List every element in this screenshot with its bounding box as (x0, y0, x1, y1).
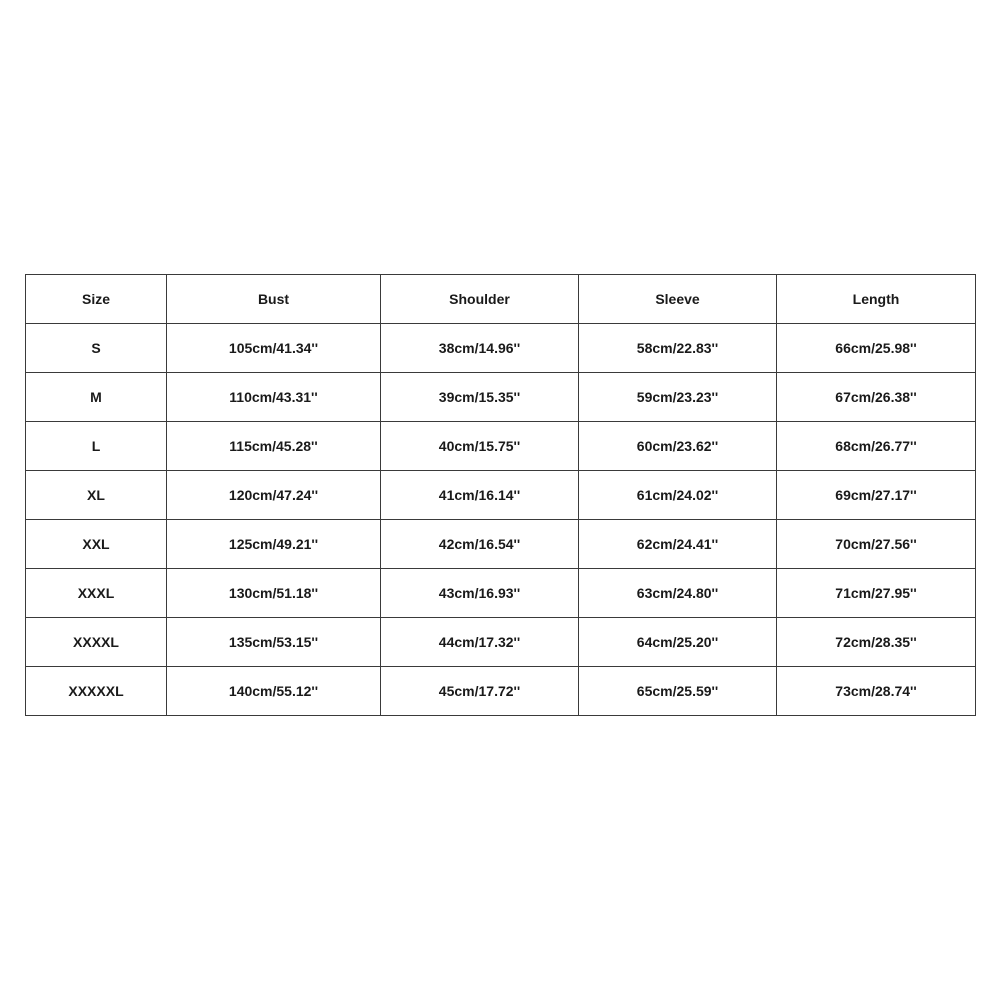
cell-size: XXXXXL (26, 667, 167, 716)
cell-sleeve: 60cm/23.62'' (579, 422, 777, 471)
cell-shoulder: 38cm/14.96'' (381, 324, 579, 373)
cell-shoulder: 43cm/16.93'' (381, 569, 579, 618)
cell-bust: 135cm/53.15'' (167, 618, 381, 667)
cell-sleeve: 59cm/23.23'' (579, 373, 777, 422)
cell-shoulder: 45cm/17.72'' (381, 667, 579, 716)
table-row (26, 569, 976, 618)
cell-length: 69cm/27.17'' (777, 471, 976, 520)
table-row (26, 324, 976, 373)
cell-length: 70cm/27.56'' (777, 520, 976, 569)
cell-sleeve: 61cm/24.02'' (579, 471, 777, 520)
cell-length: 73cm/28.74'' (777, 667, 976, 716)
header-length: Length (777, 275, 976, 324)
cell-length: 67cm/26.38'' (777, 373, 976, 422)
cell-bust: 125cm/49.21'' (167, 520, 381, 569)
cell-sleeve: 62cm/24.41'' (579, 520, 777, 569)
cell-bust: 115cm/45.28'' (167, 422, 381, 471)
header-bust: Bust (167, 275, 381, 324)
header-sleeve: Sleeve (579, 275, 777, 324)
cell-bust: 120cm/47.24'' (167, 471, 381, 520)
cell-sleeve: 65cm/25.59'' (579, 667, 777, 716)
cell-shoulder: 39cm/15.35'' (381, 373, 579, 422)
cell-size: XXXXL (26, 618, 167, 667)
cell-length: 72cm/28.35'' (777, 618, 976, 667)
cell-size: XXL (26, 520, 167, 569)
table-row (26, 667, 976, 716)
table-row (26, 618, 976, 667)
cell-length: 66cm/25.98'' (777, 324, 976, 373)
header-row (26, 275, 976, 324)
cell-sleeve: 58cm/22.83'' (579, 324, 777, 373)
cell-bust: 105cm/41.34'' (167, 324, 381, 373)
cell-sleeve: 64cm/25.20'' (579, 618, 777, 667)
table-row (26, 373, 976, 422)
cell-shoulder: 44cm/17.32'' (381, 618, 579, 667)
table-row (26, 471, 976, 520)
table-row (26, 422, 976, 471)
table-row (26, 520, 976, 569)
cell-length: 68cm/26.77'' (777, 422, 976, 471)
cell-size: XXXL (26, 569, 167, 618)
cell-size: XL (26, 471, 167, 520)
header-size: Size (26, 275, 167, 324)
cell-bust: 140cm/55.12'' (167, 667, 381, 716)
cell-shoulder: 42cm/16.54'' (381, 520, 579, 569)
cell-sleeve: 63cm/24.80'' (579, 569, 777, 618)
cell-bust: 110cm/43.31'' (167, 373, 381, 422)
cell-size: L (26, 422, 167, 471)
cell-size: S (26, 324, 167, 373)
cell-length: 71cm/27.95'' (777, 569, 976, 618)
size-chart-table (25, 274, 976, 716)
cell-shoulder: 40cm/15.75'' (381, 422, 579, 471)
cell-shoulder: 41cm/16.14'' (381, 471, 579, 520)
cell-bust: 130cm/51.18'' (167, 569, 381, 618)
header-shoulder: Shoulder (381, 275, 579, 324)
cell-size: M (26, 373, 167, 422)
